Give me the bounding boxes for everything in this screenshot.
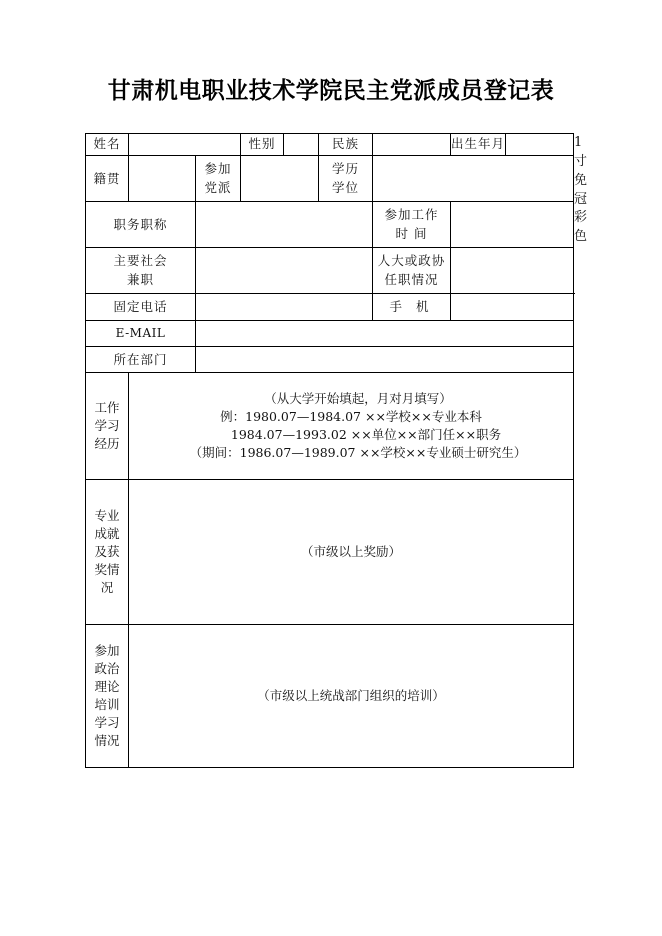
label-political-training-line-4: 培训 <box>94 697 120 713</box>
label-social-position-line-2: 兼职 <box>126 271 154 287</box>
label-birth-date: 出生年月 <box>451 134 506 156</box>
table-row-achievements <box>86 480 574 625</box>
label-social-position-line-1: 主要社会 <box>113 253 168 269</box>
field-social-position[interactable] <box>196 248 373 294</box>
label-work-start-line-1: 参加工作 <box>384 207 439 223</box>
field-ethnicity[interactable] <box>373 134 451 156</box>
label-political-training-line-2: 政治 <box>94 660 120 676</box>
label-party-line-2: 党派 <box>204 179 232 195</box>
field-work-experience[interactable] <box>129 373 574 480</box>
label-npc-cppcc-line-1: 人大或政协 <box>377 253 446 269</box>
label-work-experience <box>86 373 129 480</box>
label-npc-cppcc <box>373 248 451 294</box>
achievements-hint: （市级以上奖励） <box>300 544 401 559</box>
field-political-training[interactable] <box>129 625 574 768</box>
label-work-experience-line-3: 经历 <box>94 436 120 452</box>
label-npc-cppcc-line-2: 任职情况 <box>384 271 439 287</box>
table-row-email <box>86 321 574 347</box>
field-party[interactable] <box>241 156 319 202</box>
label-name: 姓名 <box>86 134 129 156</box>
label-achievements-line-2: 成就 <box>94 525 120 541</box>
label-mobile: 手 机 <box>373 294 451 321</box>
label-work-experience-line-2: 学习 <box>94 418 120 433</box>
label-native-place: 籍贯 <box>86 156 129 202</box>
label-political-training-line-1: 参加 <box>94 642 120 658</box>
label-work-start <box>373 202 451 248</box>
work-experience-hint: （从大学开始填起，月对月填写） <box>264 390 452 406</box>
label-political-training-line-5: 学习 <box>94 715 120 731</box>
table-row-political-training <box>86 625 574 768</box>
label-education <box>319 156 373 202</box>
field-email[interactable] <box>196 321 574 347</box>
label-work-start-line-2: 时 间 <box>395 225 428 241</box>
label-email: E-MAIL <box>86 321 196 347</box>
label-landline: 固定电话 <box>86 294 196 321</box>
label-department: 所在部门 <box>86 347 196 373</box>
label-education-line-2: 学位 <box>331 179 359 195</box>
table-row-position <box>86 202 574 248</box>
work-experience-example-2: 1984.07—1993.02 ××单位××部门任××职务 <box>230 427 502 443</box>
label-position-title: 职务职称 <box>86 202 196 248</box>
label-achievements-line-5: 况 <box>100 580 114 596</box>
field-achievements[interactable] <box>129 480 574 625</box>
label-party-line-1: 参加 <box>204 161 232 177</box>
field-department[interactable] <box>196 347 574 373</box>
field-mobile[interactable] <box>451 294 574 321</box>
label-achievements-line-3: 及获 <box>94 544 120 559</box>
label-ethnicity: 民族 <box>319 134 373 156</box>
label-party <box>196 156 241 202</box>
label-achievements-line-4: 奖情 <box>94 562 120 578</box>
field-npc-cppcc[interactable] <box>451 248 574 294</box>
label-achievements-line-1: 专业 <box>94 507 120 523</box>
work-experience-example-1: 例：1980.07—1984.07 ××学校××专业本科 <box>220 408 482 424</box>
page-title: 甘肃机电职业技术学院民主党派成员登记表 <box>107 77 555 104</box>
label-work-experience-line-1: 工作 <box>94 399 120 415</box>
label-social-position <box>86 248 196 294</box>
table-row-work-experience <box>86 373 574 480</box>
table-row-department <box>86 347 574 373</box>
label-political-training <box>86 625 129 768</box>
work-experience-example-3: （期间：1986.07—1989.07 ××学校××专业硕士研究生） <box>189 445 527 461</box>
member-registration-form <box>85 133 590 768</box>
political-training-hint: （市级以上统战部门组织的培训） <box>257 688 445 703</box>
field-landline[interactable] <box>196 294 373 321</box>
table-row-name: 姓名 性别 民族 出生年月 1 寸免冠 彩色 <box>86 134 574 156</box>
field-name[interactable] <box>129 134 241 156</box>
table-row-origin <box>86 156 574 202</box>
field-work-start[interactable] <box>451 202 574 248</box>
field-birth-date[interactable] <box>506 134 574 156</box>
field-native-place[interactable] <box>129 156 196 202</box>
field-education[interactable] <box>373 156 574 202</box>
field-position-title[interactable] <box>196 202 373 248</box>
label-education-line-1: 学历 <box>331 161 359 177</box>
field-gender[interactable] <box>284 134 319 156</box>
label-political-training-line-6: 情况 <box>94 733 120 749</box>
label-political-training-line-3: 理论 <box>94 678 120 694</box>
label-gender: 性别 <box>241 134 284 156</box>
label-achievements <box>86 480 129 625</box>
table-row-phone <box>86 294 574 321</box>
table-row-social-position <box>86 248 574 294</box>
